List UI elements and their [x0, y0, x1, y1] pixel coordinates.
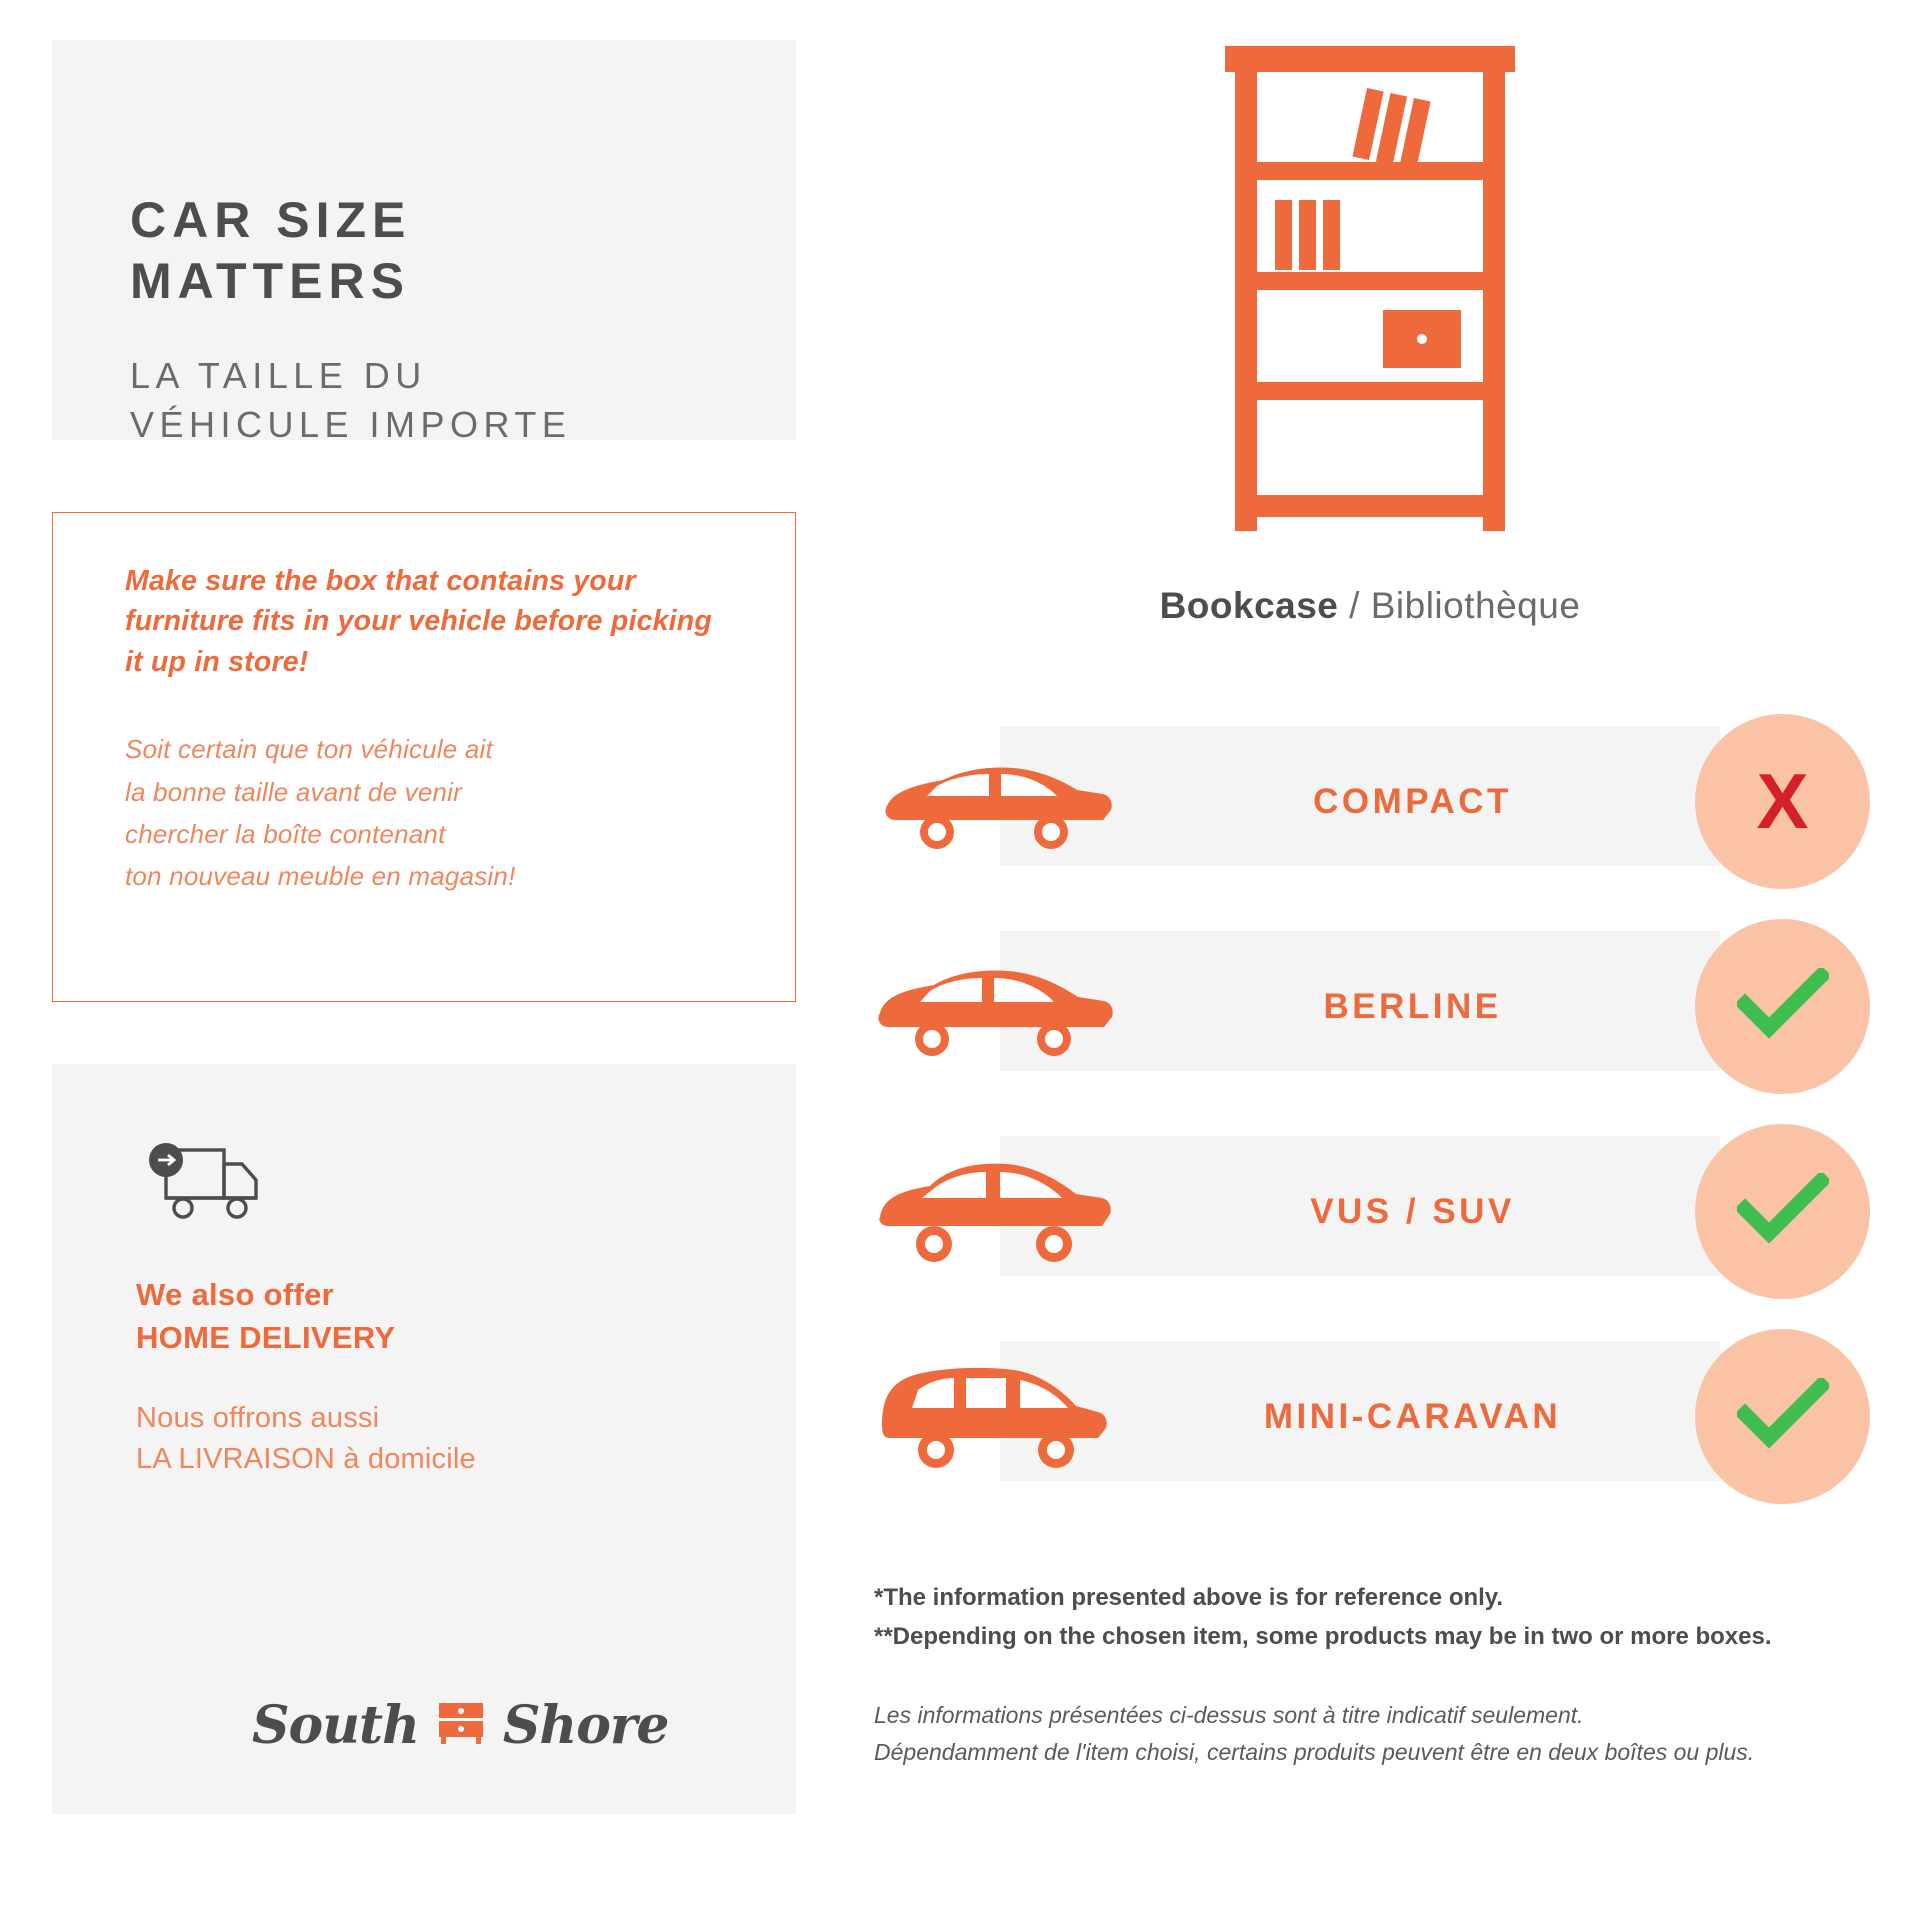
status-badge-compact [1695, 714, 1870, 889]
right-column [860, 30, 1880, 1771]
page-title-en [130, 190, 796, 312]
delivery-block [52, 1064, 796, 1814]
footnote-fr-line1: Les informations présentées ci-dessus sont à titre indicatif seulement. [874, 1701, 1584, 1728]
vehicle-label: MINI-CARAVAN [1263, 1396, 1562, 1436]
product-caption [860, 585, 1880, 627]
footnote-en-line1: *The information presented above is for reference only. [874, 1584, 1504, 1611]
sedan-car-icon [860, 949, 1130, 1064]
footnote-en [874, 1579, 1880, 1657]
footnote-fr-line2: Dépendamment de l'item choisi, certains produits peuvent être en deux boîtes ou plus. [874, 1739, 1755, 1765]
delivery-text-en [136, 1273, 796, 1360]
delivery-en-line1: We also offer [136, 1277, 334, 1312]
status-badge-berline [1695, 919, 1870, 1094]
notice-fr-line3: chercher la boîte contenant [125, 818, 446, 849]
footnote-en-line2: **Depending on the chosen item, some products may be in two or more boxes. [874, 1622, 1772, 1650]
status-badge-suv [1695, 1124, 1870, 1299]
check-icon [1737, 1173, 1829, 1250]
footnotes-block [860, 1579, 1880, 1771]
page-title-fr-line1: LA TAILLE DU [130, 355, 427, 396]
delivery-truck-icon [136, 1134, 796, 1231]
delivery-text-fr [136, 1398, 796, 1480]
south-shore-logo [252, 1695, 668, 1756]
minivan-car-icon [860, 1354, 1130, 1479]
logo-word-shore: Shore [502, 1695, 669, 1756]
notice-text-fr [125, 728, 735, 896]
notice-fr-line2: la bonne taille avant de venir [125, 776, 463, 807]
page-title-fr [130, 352, 796, 449]
product-name-en: Bookcase [1159, 585, 1339, 626]
product-caption-separator: / [1349, 585, 1360, 626]
status-badge-minivan [1695, 1329, 1870, 1504]
product-name-fr: Bibliothèque [1370, 585, 1581, 626]
check-icon [1737, 968, 1829, 1045]
footnote-fr [874, 1697, 1880, 1772]
notice-block [52, 512, 796, 1002]
vehicle-row-compact [860, 699, 1880, 904]
delivery-fr-line2: LA LIVRAISON à domicile [136, 1442, 476, 1475]
check-icon [1737, 1378, 1829, 1455]
dresser-icon [435, 1699, 487, 1752]
left-column [52, 40, 796, 1814]
cross-icon: X [1756, 757, 1809, 845]
suv-car-icon [860, 1152, 1130, 1272]
delivery-en-line2: HOME DELIVERY [136, 1320, 396, 1356]
notice-text-en: Make sure the box that contains your furniture fits in your vehicle before picking it up in store! [125, 565, 713, 678]
page-title-fr-line2: VÉHICULE IMPORTE [130, 403, 572, 445]
product-block [860, 30, 1880, 627]
delivery-fr-line1: Nous offrons aussi [136, 1401, 380, 1434]
vehicle-label: VUS / SUV [1310, 1191, 1515, 1231]
vehicle-row-minivan [860, 1314, 1880, 1519]
title-block [52, 40, 796, 445]
page-title-en-line2: MATTERS [130, 253, 410, 309]
compact-car-icon [860, 744, 1130, 859]
logo-word-south: South [252, 1695, 419, 1756]
notice-fr-line1: Soit certain que ton véhicule ait [125, 734, 493, 765]
vehicle-row-berline [860, 904, 1880, 1109]
vehicle-label: BERLINE [1323, 986, 1502, 1026]
vehicle-row-suv [860, 1109, 1880, 1314]
notice-fr-line4: ton nouveau meuble en magasin! [125, 860, 516, 891]
vehicle-label: COMPACT [1313, 781, 1512, 821]
vehicle-list [860, 699, 1880, 1519]
bookcase-icon [1215, 527, 1525, 544]
page-title-en-line1: CAR SIZE [130, 192, 412, 248]
